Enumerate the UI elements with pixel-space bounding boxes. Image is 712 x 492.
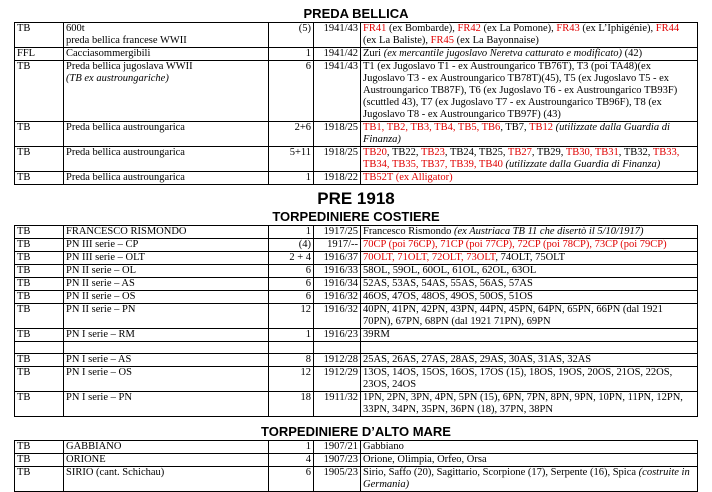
table-row: [15, 467, 698, 492]
units-text: (ex L’Iphigénie),: [579, 23, 656, 34]
units-text: 40PN, 41PN, 42PN, 43PN, 44PN, 45PN, 64PN, 65PN, 66PN (dal 1921 70PN), 67PN, 68PN (dal 1921 71PN), 69PN: [363, 304, 663, 327]
units-cell: [361, 367, 698, 392]
highlighted-units: FR42: [457, 23, 481, 34]
years-cell: 1917/--: [314, 239, 361, 252]
units-text: Zuri: [363, 48, 384, 59]
highlighted-units: TB1, TB2, TB3, TB4, TB5, TB6: [363, 122, 501, 133]
type-cell: TB: [15, 265, 64, 278]
table-row: [15, 23, 698, 48]
count-cell: 8: [269, 354, 314, 367]
type-cell: TB: [15, 304, 64, 329]
class-name-cell: [64, 239, 269, 252]
units-cell: [361, 147, 698, 172]
units-text: , 74OLT, 75OLT: [495, 252, 566, 263]
note-text: (ex Austriaca TB 11 che disertò il 5/10/1917): [454, 226, 644, 237]
class-name: PN II serie – AS: [66, 278, 135, 289]
count-cell: 6: [269, 278, 314, 291]
class-name-cell: [64, 23, 269, 48]
class-name-cell: [64, 454, 269, 467]
units-text: 39RM: [363, 329, 390, 340]
table-row: [15, 454, 698, 467]
count-cell: 12: [269, 304, 314, 329]
highlighted-units: FR45: [430, 35, 454, 46]
class-name: PN I serie – AS: [66, 354, 132, 365]
note-text: (ex mercantile jugoslavo Neretva catturato e modificato): [383, 48, 623, 59]
torpediniere-costiere-title: TORPEDINIERE COSTIERE: [272, 209, 440, 224]
type-cell: TB: [15, 354, 64, 367]
count-cell: 1: [269, 172, 314, 185]
class-name: Preda bellica austroungarica: [66, 172, 185, 183]
years-cell: 1912/29: [314, 367, 361, 392]
count-cell: 1: [269, 226, 314, 239]
units-cell: [361, 329, 698, 342]
class-name: PN III serie – OLT: [66, 252, 145, 263]
highlighted-units: FR44: [655, 23, 680, 34]
class-name-cell: [64, 291, 269, 304]
torpediniere-costiere-table: [14, 225, 698, 417]
type-cell: TB: [15, 172, 64, 185]
class-name-cell: [64, 367, 269, 392]
empty-cell: [15, 342, 64, 354]
units-text: , TB24, TB25,: [444, 147, 508, 158]
table-row: [15, 329, 698, 342]
units-text: 25AS, 26AS, 27AS, 28AS, 29AS, 30AS, 31AS, 32AS: [363, 354, 592, 365]
years-cell: 1905/23: [314, 467, 361, 492]
years-cell: 1916/37: [314, 252, 361, 265]
units-cell: [361, 265, 698, 278]
type-cell: TB: [15, 441, 64, 454]
table-row: [15, 392, 698, 417]
count-cell: 1: [269, 441, 314, 454]
type-cell: TB: [15, 329, 64, 342]
count-cell: 6: [269, 265, 314, 278]
table-row: [15, 252, 698, 265]
class-name: FRANCESCO RISMONDO: [66, 226, 187, 237]
class-name-cell: [64, 304, 269, 329]
years-cell: 1918/22: [314, 172, 361, 185]
units-cell: [361, 239, 698, 252]
preda-bellica-title: PREDA BELLICA: [303, 6, 409, 21]
units-cell: [361, 23, 698, 48]
years-cell: 1912/28: [314, 354, 361, 367]
class-name-cell: [64, 354, 269, 367]
type-cell: TB: [15, 226, 64, 239]
units-text: 52AS, 53AS, 54AS, 55AS, 56AS, 57AS: [363, 278, 533, 289]
years-cell: 1918/25: [314, 122, 361, 147]
units-text: , TB22,: [386, 147, 421, 158]
count-cell: 2+6: [269, 122, 314, 147]
class-name: Cacciasommergibili: [66, 48, 151, 59]
type-cell: TB: [15, 467, 64, 492]
units-cell: [361, 226, 698, 239]
units-cell: [361, 392, 698, 417]
units-text: 46OS, 47OS, 48OS, 49OS, 50OS, 51OS: [363, 291, 533, 302]
table-row: [15, 122, 698, 147]
class-name-cell: [64, 392, 269, 417]
units-text: T1 (ex Jugoslavo T1 - ex Austroungarico TB76T), T3 (poi TA48)(ex Jugoslavo T3 - ex Austroungarico TB78T)(45), T5 (ex Jugoslavo T5 - ex Austroungarico TB87F), T6 (ex Jugoslavo T6 - ex Austroungarico TB93F) (scuttled 43), T7 (ex Jugoslavo T7 - ex Austroungarico TB96F), T8 (ex Jugoslavo T8 - ex Austroungarico TB97F) (43): [363, 61, 678, 120]
empty-cell: [361, 342, 698, 354]
highlighted-units: TB52T (ex Alligator): [363, 172, 453, 183]
units-text: , TB32,: [618, 147, 653, 158]
count-cell: 12: [269, 367, 314, 392]
units-text: Sirio, Saffo (20), Sagittario, Scorpione (17), Serpente (16), Spica: [363, 467, 639, 478]
class-name: Preda bellica jugoslava WWII: [66, 61, 193, 72]
table-row: [15, 147, 698, 172]
empty-cell: [269, 342, 314, 354]
spacer-row: [15, 342, 698, 354]
units-cell: [361, 441, 698, 454]
class-name: 600t: [66, 23, 85, 34]
table-row: [15, 172, 698, 185]
count-cell: 5+11: [269, 147, 314, 172]
class-name: SIRIO (cant. Schichau): [66, 467, 165, 478]
type-cell: TB: [15, 23, 64, 48]
type-cell: TB: [15, 252, 64, 265]
count-cell: 6: [269, 61, 314, 122]
type-cell: TB: [15, 392, 64, 417]
torpediniere-alto-mare-table: [14, 440, 698, 492]
units-cell: [361, 304, 698, 329]
units-text: (42): [622, 48, 643, 59]
years-cell: 1917/25: [314, 226, 361, 239]
empty-cell: [314, 342, 361, 354]
class-name-cell: [64, 278, 269, 291]
years-cell: 1916/34: [314, 278, 361, 291]
units-text: (ex La Pomone),: [480, 23, 557, 34]
class-name: PN II serie – OS: [66, 291, 136, 302]
class-name: PN I serie – OS: [66, 367, 132, 378]
count-cell: 18: [269, 392, 314, 417]
class-name-cell: [64, 441, 269, 454]
type-cell: FFL: [15, 48, 64, 61]
table-row: [15, 367, 698, 392]
units-text: Francesco Rismondo: [363, 226, 454, 237]
type-cell: TB: [15, 147, 64, 172]
type-cell: TB: [15, 367, 64, 392]
units-text: Orione, Olimpia, Orfeo, Orsa: [363, 454, 487, 465]
class-name-cell: [64, 329, 269, 342]
class-name: PN II serie – PN: [66, 304, 136, 315]
units-text: (ex Bombarde),: [386, 23, 458, 34]
highlighted-units: TB33, TB34, TB35, TB37, TB39, TB40: [363, 147, 680, 170]
table-row: [15, 239, 698, 252]
type-cell: TB: [15, 122, 64, 147]
years-cell: 1941/43: [314, 61, 361, 122]
years-cell: 1916/23: [314, 329, 361, 342]
count-cell: (5): [269, 23, 314, 48]
years-cell: 1916/33: [314, 265, 361, 278]
type-cell: TB: [15, 454, 64, 467]
highlighted-units: TB20: [363, 147, 387, 158]
table-row: [15, 291, 698, 304]
table-row: [15, 48, 698, 61]
years-cell: 1916/32: [314, 304, 361, 329]
highlighted-units: FR41: [363, 23, 387, 34]
count-cell: (4): [269, 239, 314, 252]
type-cell: TB: [15, 291, 64, 304]
class-subname: (TB ex austroungariche): [66, 73, 169, 84]
class-name-cell: [64, 122, 269, 147]
class-name-cell: [64, 172, 269, 185]
class-name: PN I serie – PN: [66, 392, 132, 403]
table-row: [15, 278, 698, 291]
highlighted-units: TB30, TB31: [565, 147, 619, 158]
years-cell: 1907/23: [314, 454, 361, 467]
units-cell: [361, 122, 698, 147]
class-name-cell: [64, 48, 269, 61]
empty-cell: [64, 342, 269, 354]
units-cell: [361, 48, 698, 61]
count-cell: 6: [269, 291, 314, 304]
table-row: [15, 354, 698, 367]
type-cell: TB: [15, 61, 64, 122]
class-name: ORIONE: [66, 454, 106, 465]
units-cell: [361, 467, 698, 492]
class-name: GABBIANO: [66, 441, 122, 452]
count-cell: 2 + 4: [269, 252, 314, 265]
count-cell: 6: [269, 467, 314, 492]
page: [0, 6, 712, 492]
class-name-cell: [64, 226, 269, 239]
units-cell: [361, 61, 698, 122]
years-cell: 1907/21: [314, 441, 361, 454]
count-cell: 1: [269, 329, 314, 342]
units-text: Gabbiano: [363, 441, 404, 452]
class-name-cell: [64, 467, 269, 492]
highlighted-units: 70CP (poi 76CP), 71CP (poi 77CP), 72CP (poi 78CP), 73CP (poi 79CP): [363, 239, 667, 250]
class-name-cell: [64, 252, 269, 265]
class-name: Preda bellica austroungarica: [66, 122, 185, 133]
class-name: PN III serie – CP: [66, 239, 139, 250]
class-name-cell: [64, 61, 269, 122]
years-cell: 1916/32: [314, 291, 361, 304]
note-text: (costruite in Germania): [363, 467, 690, 490]
years-cell: 1918/25: [314, 147, 361, 172]
units-cell: [361, 278, 698, 291]
preda-bellica-table: [14, 22, 698, 185]
units-text: (ex La Baliste),: [363, 35, 431, 46]
highlighted-units: TB27: [507, 147, 532, 158]
type-cell: TB: [15, 239, 64, 252]
highlighted-units: 70OLT, 71OLT, 72OLT, 73OLT: [363, 252, 496, 263]
units-cell: [361, 454, 698, 467]
count-cell: 4: [269, 454, 314, 467]
highlighted-units: TB23: [420, 147, 445, 158]
units-cell: [361, 354, 698, 367]
note-text: (utilizzate dalla Guardia di Finanza): [363, 122, 670, 145]
count-cell: 1: [269, 48, 314, 61]
class-name-cell: [64, 265, 269, 278]
units-text: , TB29,: [531, 147, 566, 158]
years-cell: 1911/32: [314, 392, 361, 417]
class-name: PN II serie – OL: [66, 265, 136, 276]
class-subname: preda bellica francese WWII: [66, 35, 187, 46]
units-text: , TB7,: [500, 122, 530, 133]
torpediniere-alto-mare-title: TORPEDINIERE D’ALTO MARE: [261, 424, 451, 439]
type-cell: TB: [15, 278, 64, 291]
units-text: 13OS, 14OS, 15OS, 16OS, 17OS (15), 18OS, 19OS, 20OS, 21OS, 22OS, 23OS, 24OS: [363, 367, 673, 390]
years-cell: 1941/43: [314, 23, 361, 48]
class-name-cell: [64, 147, 269, 172]
years-cell: 1941/42: [314, 48, 361, 61]
highlighted-units: TB12: [529, 122, 554, 133]
class-name: Preda bellica austroungarica: [66, 147, 185, 158]
highlighted-units: FR43: [556, 23, 580, 34]
table-row: [15, 304, 698, 329]
units-text: (ex La Bayonnaise): [453, 35, 539, 46]
pre1918-title: PRE 1918: [317, 189, 395, 208]
table-row: [15, 441, 698, 454]
units-text: 1PN, 2PN, 3PN, 4PN, 5PN (15), 6PN, 7PN, 8PN, 9PN, 10PN, 11PN, 12PN, 33PN, 34PN, 35PN, 36PN (18), 37PN, 38PN: [363, 392, 683, 415]
units-text: 58OL, 59OL, 60OL, 61OL, 62OL, 63OL: [363, 265, 537, 276]
units-cell: [361, 291, 698, 304]
class-name: PN I serie – RM: [66, 329, 135, 340]
note-text: (utilizzate dalla Guardia di Finanza): [505, 159, 661, 170]
table-row: [15, 61, 698, 122]
table-row: [15, 265, 698, 278]
table-row: [15, 226, 698, 239]
units-cell: [361, 172, 698, 185]
units-cell: [361, 252, 698, 265]
